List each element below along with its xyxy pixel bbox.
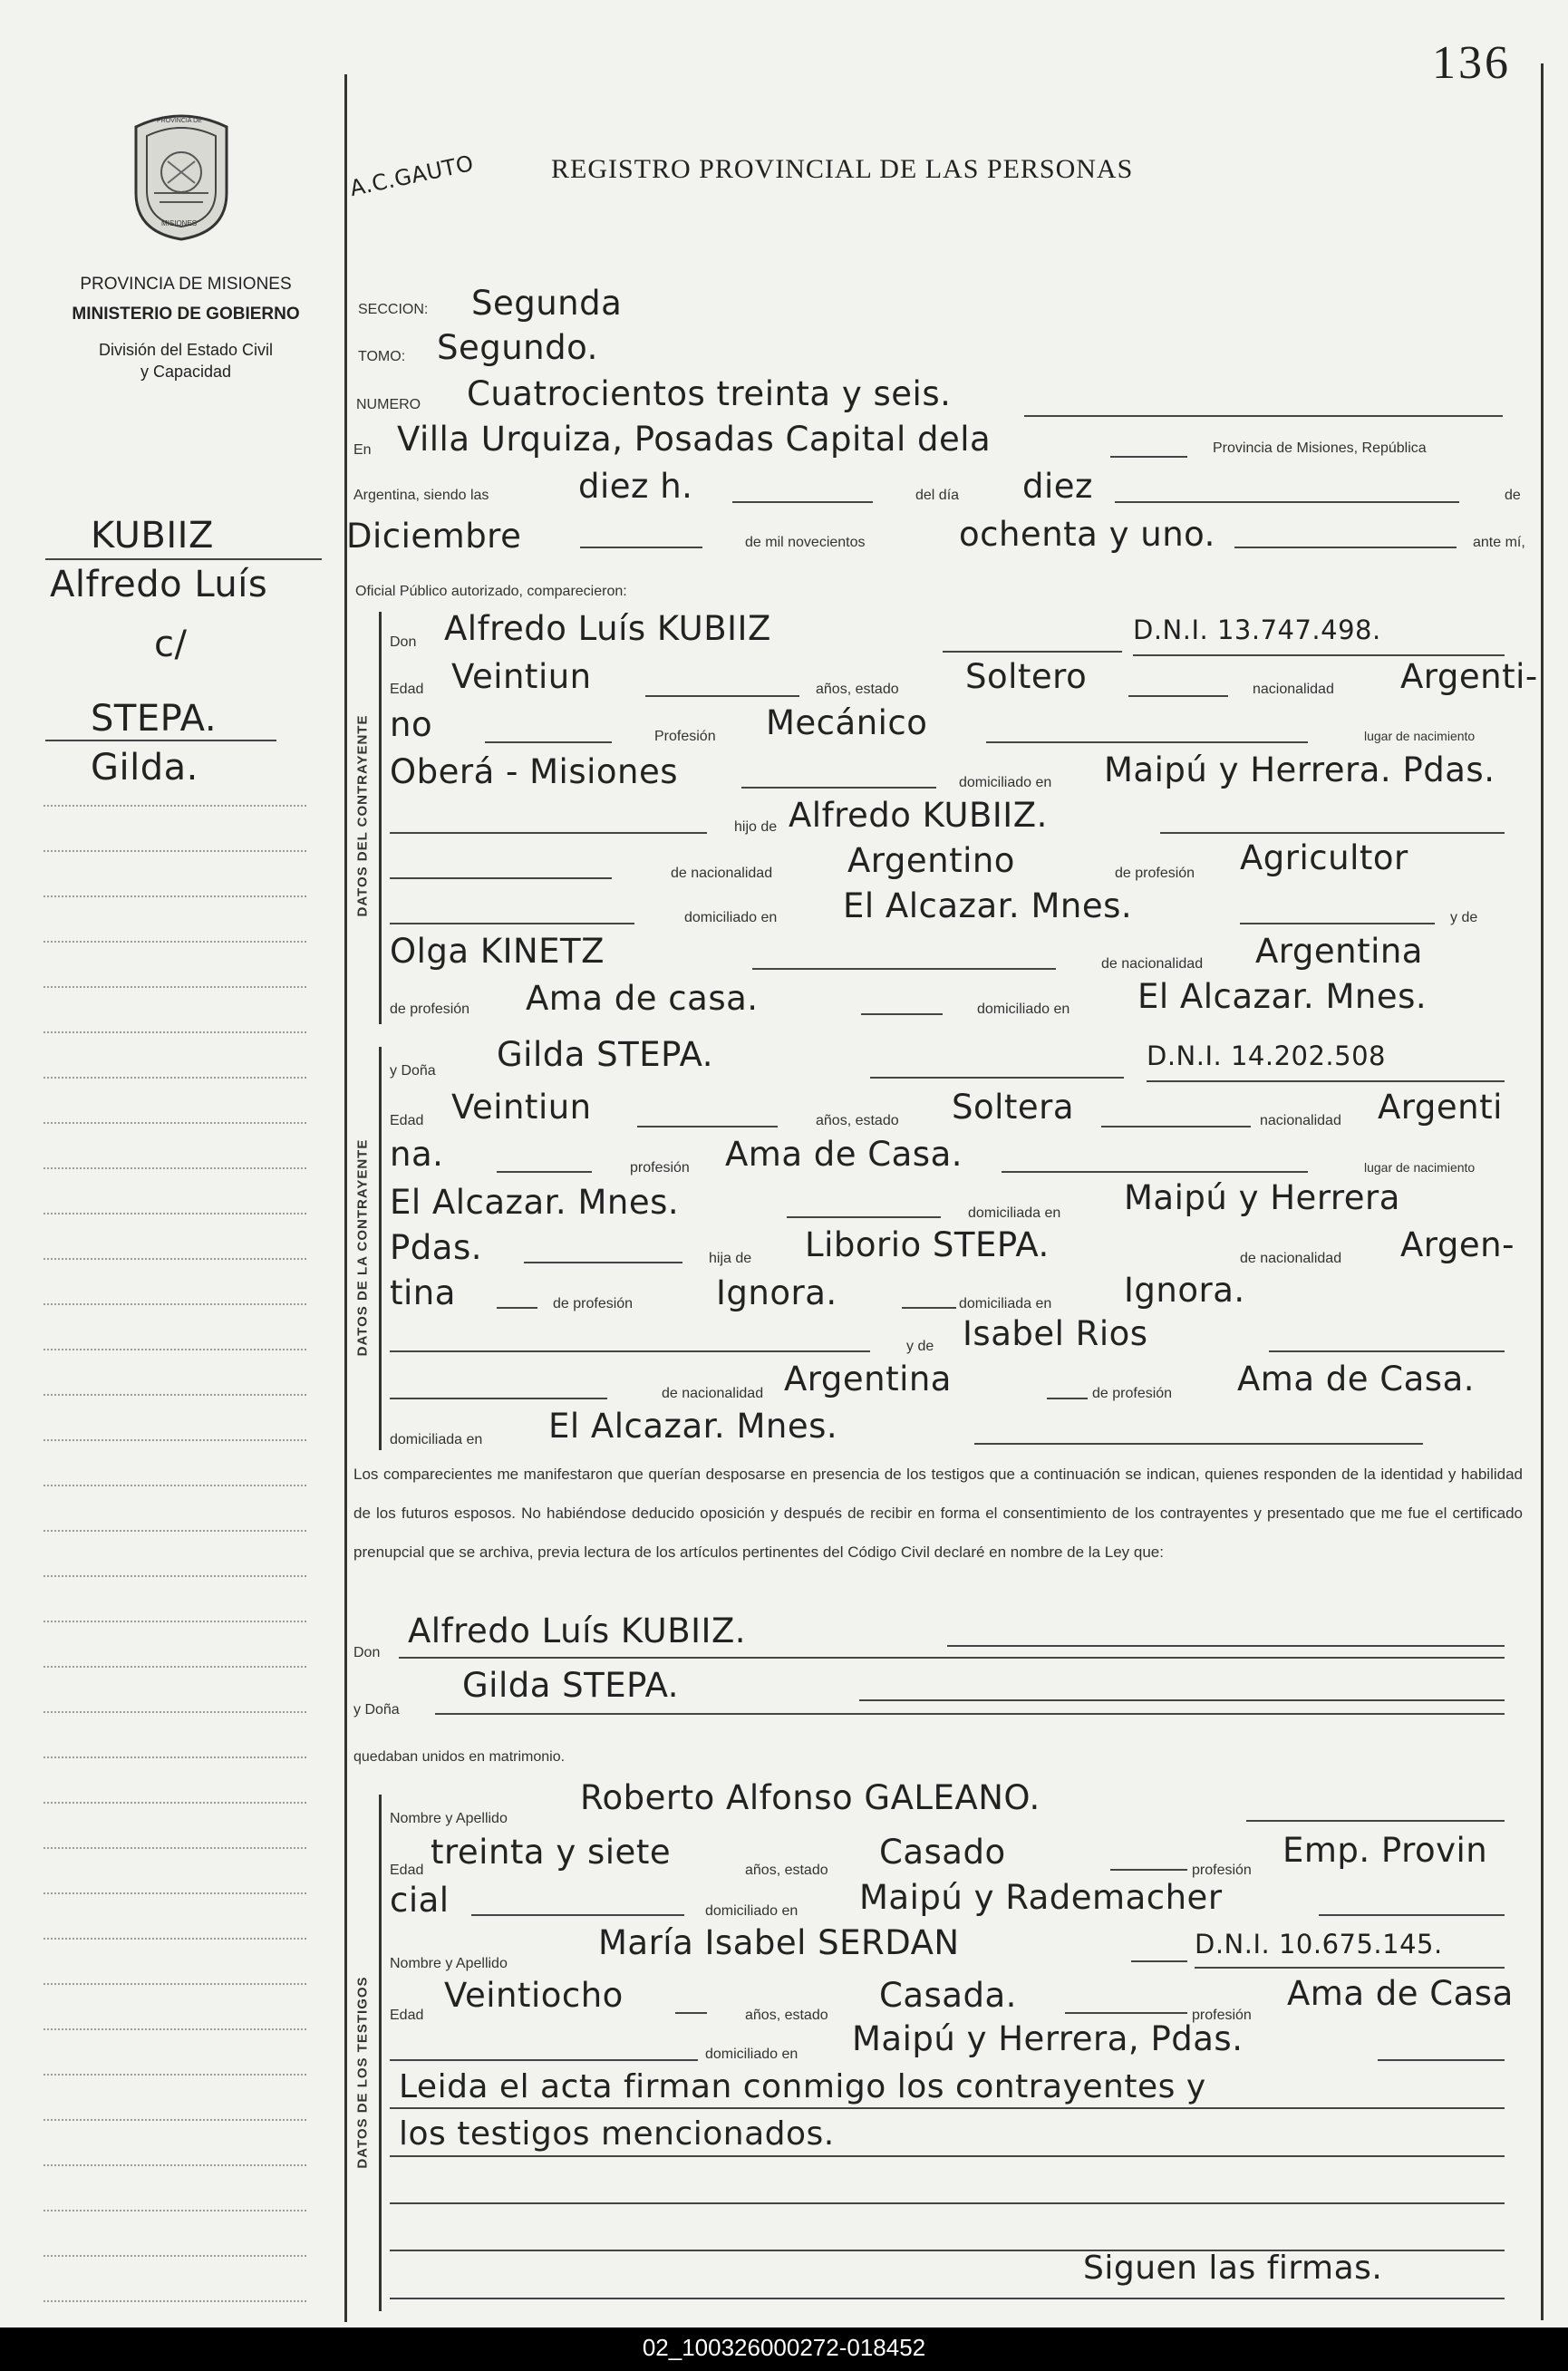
page-number: 136: [1432, 37, 1511, 89]
dash-anio: [1234, 547, 1457, 548]
dash-ca-padre-nac: [497, 1307, 537, 1309]
rule-cierre-3: [390, 2202, 1505, 2204]
contrayenta-nombre: Gilda STEPA.: [497, 1035, 713, 1074]
provincial-seal: [127, 107, 236, 243]
testigo1-domicilio: Maipú y Rademacher: [859, 1878, 1223, 1917]
label-c-anos-estado: años, estado: [816, 682, 899, 697]
label-provincia: Provincia de Misiones, República: [1213, 440, 1427, 456]
rule-cierre-2: [390, 2155, 1505, 2157]
label-c-madre-domiciliado: domiciliado en: [977, 1002, 1070, 1017]
dash-c-padre-dom-2: [1240, 923, 1435, 924]
label-numero: NUMERO: [356, 397, 421, 412]
dash-t2-estado: [1065, 2012, 1187, 2014]
dash-ca-prof: [1002, 1171, 1308, 1173]
dash-union-dona-base: [435, 1713, 1505, 1715]
label-en: En: [353, 442, 372, 458]
contrayente-madre-prof: Ama de casa.: [526, 979, 759, 1018]
label-t1-edad: Edad: [390, 1863, 424, 1878]
dash-ca-estado: [1101, 1126, 1251, 1127]
dash-c-estado: [1128, 695, 1228, 697]
union-dona: Gilda STEPA.: [462, 1666, 679, 1705]
contrayente-lugar-nac: Oberá - Misiones: [390, 752, 679, 791]
dash-t2-dni: [1195, 1967, 1505, 1969]
contrayenta-nacionalidad-b: na.: [390, 1135, 444, 1174]
dash-t1-nombre: [1246, 1820, 1505, 1822]
label-tomo: TOMO:: [358, 349, 406, 364]
testigo2-profesion: Ama de Casa: [1287, 1974, 1514, 2013]
label-c-padre-domiciliado: domiciliado en: [684, 910, 778, 925]
registro-numero: Cuatrocientos treinta y seis.: [467, 374, 952, 413]
label-t1-anos-estado: años, estado: [745, 1863, 828, 1878]
label-datos-contrayente: DATOS DEL CONTRAYENTE: [354, 714, 371, 917]
dash-t2-dom: [1378, 2059, 1505, 2061]
dash-c-nombre: [943, 651, 1122, 653]
label-ca-lugar-nac: lugar de nacimiento: [1364, 1160, 1476, 1175]
registro-seccion: Segunda: [471, 284, 623, 323]
dash-c-madre: [752, 968, 1056, 970]
rule-cierre-1: [390, 2107, 1505, 2109]
office-line-4: y Capacidad: [140, 363, 232, 381]
dash-union-don-base: [399, 1657, 1505, 1659]
contrayente-edad: Veintiun: [451, 657, 592, 696]
office-line-1: PROVINCIA DE MISIONES: [80, 275, 292, 294]
label-c-madre-nacionalidad: de nacionalidad: [1101, 956, 1204, 972]
dash-t2-dom-lead: [390, 2059, 698, 2061]
dash-c-nac: [485, 741, 612, 743]
label-quedaban: quedaban unidos en matrimonio.: [353, 1749, 566, 1765]
margin-note-underline-2: [45, 740, 276, 741]
office-line-2: MINISTERIO DE GOBIERNO: [72, 305, 300, 324]
union-don: Alfredo Luís KUBIIZ.: [408, 1611, 747, 1650]
contrayente-padre-nac: Argentino: [847, 841, 1015, 880]
page-frame-left-rule: [344, 74, 347, 2322]
registro-anio: ochenta y uno.: [959, 515, 1215, 554]
dash-ca-dom: [524, 1262, 682, 1263]
label-ca-edad: Edad: [390, 1113, 424, 1128]
dash-union-dona: [859, 1699, 1505, 1701]
contrayente-domicilio: Maipú y Herrera. Pdas.: [1104, 750, 1495, 789]
contrayente-bracket: [379, 612, 382, 1024]
dash-t1-estado: [1110, 1869, 1187, 1871]
label-c-madre-profesion: de profesión: [390, 1002, 470, 1017]
label-ca-madre-nacionalidad: de nacionalidad: [662, 1386, 764, 1401]
dash-c-prof: [986, 741, 1308, 743]
label-don: Don: [390, 634, 417, 650]
margin-note-line-3: c/: [154, 624, 188, 665]
label-del-dia: del día: [915, 488, 960, 503]
label-oficial: Oficial Público autorizado, comparecieron:: [355, 584, 627, 599]
label-t2-edad: Edad: [390, 2008, 424, 2023]
registro-dia: diez: [1022, 467, 1093, 506]
label-ca-padre-profesion: de profesión: [553, 1296, 634, 1311]
margin-note-line-1: KUBIIZ: [91, 515, 214, 556]
margin-note-line-5: Gilda.: [91, 747, 198, 789]
label-c-padre-profesion: de profesión: [1115, 866, 1195, 881]
dash-c-padre-nac: [390, 877, 612, 879]
label-ca-madre-profesion: de profesión: [1092, 1386, 1173, 1401]
dash-ca-padre-prof: [902, 1307, 956, 1309]
contrayenta-madre: Isabel Rios: [963, 1314, 1148, 1353]
contrayenta-profesion: Ama de Casa.: [725, 1135, 963, 1174]
label-c-padre-nacionalidad: de nacionalidad: [671, 866, 773, 881]
dash-ca-nac: [497, 1171, 592, 1173]
dash-t1-prof: [471, 1914, 684, 1916]
dash-ca-madre-nac: [390, 1398, 607, 1399]
contrayenta-estado: Soltera: [952, 1088, 1075, 1127]
testigo1-profesion-a: Emp. Provin: [1282, 1831, 1488, 1870]
contrayente-nacionalidad-a: Argenti-: [1400, 657, 1538, 696]
contrayente-madre: Olga KINETZ: [390, 932, 605, 971]
dash-numero: [1024, 415, 1503, 417]
contrayente-madre-nac: Argentina: [1255, 932, 1423, 971]
label-c-domiciliado: domiciliado en: [959, 775, 1052, 790]
contrayenta-madre-dom: El Alcazar. Mnes.: [548, 1407, 838, 1446]
contrayente-estado: Soltero: [965, 657, 1088, 696]
dash-c-dni: [1133, 654, 1505, 656]
testigo1-estado: Casado: [879, 1833, 1006, 1872]
contrayenta-edad: Veintiun: [451, 1088, 592, 1127]
label-ca-anos-estado: años, estado: [816, 1113, 899, 1128]
dash-c-hijo: [390, 832, 707, 834]
contrayenta-lugar-nac: El Alcazar. Mnes.: [390, 1183, 680, 1222]
dash-hora: [732, 501, 873, 503]
label-ante-mi: ante mí,: [1473, 535, 1525, 550]
contrayente-nombre: Alfredo Luís KUBIIZ: [444, 609, 771, 648]
seal-bottom-text: MISIONES: [161, 219, 198, 227]
label-datos-testigos: DATOS DE LOS TESTIGOS: [354, 1976, 371, 2169]
testigo1-nombre: Roberto Alfonso GALEANO.: [580, 1778, 1040, 1817]
dash-t1-dom: [1319, 1914, 1505, 1916]
contrayenta-padre: Liborio STEPA.: [805, 1225, 1050, 1264]
label-c-profesion: Profesión: [654, 729, 716, 744]
contrayenta-domicilio-b: Pdas.: [390, 1228, 483, 1267]
cierre-line-2: los testigos mencionados.: [399, 2115, 835, 2153]
label-t2-domiciliado: domiciliado en: [705, 2047, 799, 2062]
margin-note-line-2: Alfredo Luís: [50, 564, 268, 605]
label-c-edad: Edad: [390, 682, 424, 697]
contrayente-nacionalidad-b: no: [390, 705, 433, 744]
dash-c-padre-dom: [390, 923, 634, 924]
contrayenta-padre-prof: Ignora.: [716, 1273, 837, 1312]
contrayenta-padre-nac-b: tina: [390, 1273, 456, 1312]
label-ca-hija-de: hija de: [709, 1251, 752, 1266]
contrayente-padre: Alfredo KUBIIZ.: [789, 796, 1048, 835]
rule-cierre-5: [390, 2298, 1505, 2299]
registro-lugar: Villa Urquiza, Posadas Capital dela: [397, 420, 992, 459]
contrayente-padre-prof: Agricultor: [1240, 838, 1408, 877]
dash-c-lugar: [741, 787, 936, 789]
dash-c-padre: [1160, 832, 1505, 834]
office-line-3: División del Estado Civil: [98, 341, 274, 359]
dash-ca-edad: [637, 1126, 778, 1127]
dash-ca-madre-dom: [974, 1443, 1423, 1445]
label-ca-padre-nacionalidad: de nacionalidad: [1240, 1251, 1342, 1266]
testigos-bracket: [379, 1795, 382, 2311]
label-c-nacionalidad: nacionalidad: [1253, 682, 1334, 697]
testigo1-edad: treinta y siete: [431, 1833, 672, 1872]
label-t1-nombre: Nombre y Apellido: [390, 1811, 508, 1826]
testigo2-estado: Casada.: [879, 1976, 1017, 2015]
label-ca-madre-domiciliada: domiciliada en: [390, 1432, 483, 1447]
testigo1-profesion-b: cial: [390, 1881, 450, 1920]
dash-union-don: [947, 1645, 1505, 1647]
seal-top-text: PROVINCIA DE: [157, 118, 202, 124]
contrayenta-madre-prof: Ama de Casa.: [1237, 1360, 1476, 1398]
margin-note-line-4: STEPA.: [91, 698, 218, 740]
dash-ca-dni: [1147, 1080, 1505, 1082]
dash-lugar: [1110, 456, 1187, 458]
contrayente-dni: D.N.I. 13.747.498.: [1133, 615, 1381, 645]
dash-c-edad: [645, 695, 799, 697]
label-ca-y-de: y de: [906, 1339, 934, 1354]
dash-c-madre-prof: [861, 1013, 943, 1015]
contrayenta-padre-dom: Ignora.: [1124, 1271, 1245, 1310]
dash-ca-y-de: [390, 1350, 870, 1352]
stamp-gauto: A.C.GAUTO: [347, 150, 477, 202]
label-t2-profesion: profesión: [1192, 2008, 1252, 2023]
page-frame-right-rule: [1541, 63, 1544, 2320]
registro-tomo: Segundo.: [437, 328, 598, 367]
label-ca-padre-domiciliada: domiciliada en: [959, 1296, 1052, 1311]
contrayenta-dni: D.N.I. 14.202.508: [1147, 1040, 1386, 1071]
label-ca-nacionalidad: nacionalidad: [1260, 1113, 1341, 1128]
contrayenta-bracket: [379, 1047, 382, 1450]
label-union-dona: y Doña: [353, 1702, 400, 1718]
footer-document-id: 02_100326000272-018452: [642, 2334, 926, 2361]
registro-hora: diez h.: [578, 467, 693, 506]
label-c-hijo-de: hijo de: [734, 819, 778, 835]
testigo2-nombre: María Isabel SERDAN: [598, 1923, 960, 1962]
contrayenta-nacionalidad-a: Argenti: [1378, 1088, 1503, 1127]
cierre-line-1: Leida el acta firman conmigo los contrayentes y: [399, 2068, 1206, 2105]
dash-mes: [580, 547, 702, 548]
contrayenta-domicilio-a: Maipú y Herrera: [1124, 1178, 1400, 1217]
cierre-firmas: Siguen las firmas.: [1083, 2250, 1383, 2287]
testigo2-dni: D.N.I. 10.675.145.: [1195, 1929, 1443, 1960]
contrayenta-madre-nac: Argentina: [784, 1360, 952, 1398]
label-c-y-de: y de: [1450, 910, 1478, 925]
testigo2-edad: Veintiocho: [444, 1976, 624, 2015]
declaracion-text: Los comparecientes me manifestaron que querían desposarse en presencia de los testigos que a continuación se indican, quienes responden de la identidad y habilidad de los futuros esposos. No habiéndose deducido oposición y después de recibir en forma el consentimiento de los contrayentes y presentado que me fue el certificado prenupcial que se archiva, previa lectura de los artículos pertinentes del Código Civil declaré en nombre de la Ley que:: [353, 1466, 1523, 1561]
contrayenta-padre-nac-a: Argen-: [1400, 1225, 1515, 1264]
dash-ca-lugar: [787, 1216, 941, 1218]
label-t1-profesion: profesión: [1192, 1863, 1252, 1878]
dash-ca-madre: [1269, 1350, 1505, 1352]
testigo2-domicilio: Maipú y Herrera, Pdas.: [852, 2019, 1244, 2058]
dash-t2-nombre: [1131, 1960, 1187, 1962]
header-title: REGISTRO PROVINCIAL DE LAS PERSONAS: [551, 154, 1134, 184]
label-t2-nombre: Nombre y Apellido: [390, 1956, 508, 1971]
contrayente-profesion: Mecánico: [766, 703, 928, 742]
label-t2-anos-estado: años, estado: [745, 2008, 828, 2023]
dash-ca-nombre: [870, 1077, 1124, 1079]
dash-t2-edad: [675, 2012, 707, 2014]
margin-note-underline-1: [45, 558, 322, 560]
label-ca-profesion: profesión: [630, 1160, 690, 1176]
contrayente-madre-dom: El Alcazar. Mnes.: [1137, 977, 1428, 1016]
label-t1-domiciliado: domiciliado en: [705, 1903, 799, 1919]
label-de-mes: de: [1505, 488, 1521, 503]
dash-dia: [1115, 501, 1459, 503]
label-ca-domiciliada: domiciliada en: [968, 1205, 1061, 1221]
label-argentina-siendo: Argentina, siendo las: [353, 488, 489, 503]
label-de-mil: de mil novecientos: [745, 535, 866, 550]
label-datos-contrayenta: DATOS DE LA CONTRAYENTE: [354, 1138, 371, 1357]
label-c-lugar-nac: lugar de nacimiento: [1364, 729, 1476, 743]
label-union-don: Don: [353, 1645, 381, 1660]
label-y-dona: y Doña: [390, 1063, 436, 1079]
contrayente-padre-dom: El Alcazar. Mnes.: [843, 886, 1133, 925]
label-seccion: SECCION:: [358, 302, 429, 317]
registro-mes: Diciembre: [346, 517, 522, 556]
dash-ca-madre-nac-2: [1047, 1398, 1088, 1399]
